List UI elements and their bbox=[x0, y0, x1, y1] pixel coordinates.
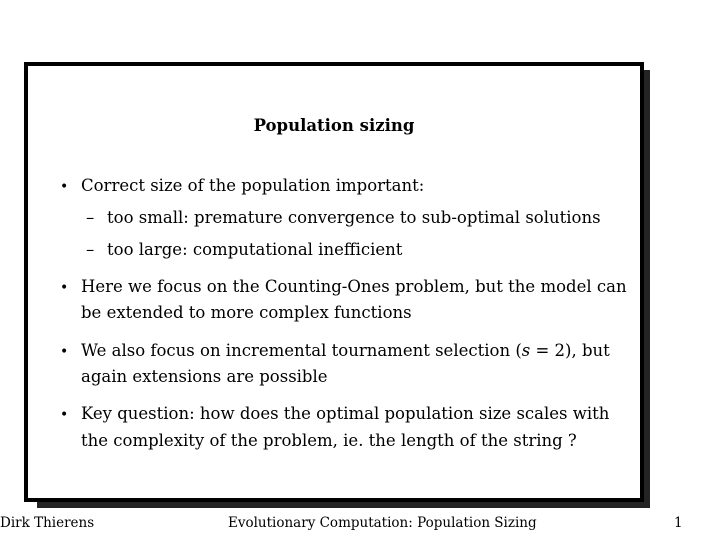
slide-frame bbox=[24, 62, 644, 502]
bullet-1-text: Correct size of the population important: bbox=[81, 176, 425, 195]
bullet-marker: • bbox=[60, 179, 69, 195]
sub-bullet-1-text: too small: premature convergence to sub-optimal solutions bbox=[107, 208, 601, 227]
bullet-2-line-2: be extended to more complex functions bbox=[81, 303, 412, 322]
bullet-3-line-1 bbox=[81, 341, 610, 361]
bullet-marker: • bbox=[60, 280, 69, 296]
footer-page-number: 1 bbox=[674, 515, 683, 531]
sub-bullet-dash: – bbox=[86, 208, 95, 227]
footer-author: Dirk Thierens bbox=[0, 515, 95, 531]
bullet-3-line-2: again extensions are possible bbox=[81, 367, 328, 386]
bullet-2-line-1: Here we focus on the Counting-Ones problem, but the model can bbox=[81, 277, 627, 296]
sub-bullet-dash: – bbox=[86, 240, 95, 259]
math-variable-s: s bbox=[521, 341, 531, 360]
bullet-3-line-1-pre: We also focus on incremental tournament selection ( bbox=[81, 341, 522, 360]
bullet-4-line-2: the complexity of the problem, ie. the length of the string ? bbox=[81, 431, 577, 450]
bullet-3-line-1-eq: = 2), but bbox=[530, 341, 610, 360]
bullet-marker: • bbox=[60, 344, 69, 360]
slide-title: Population sizing bbox=[253, 116, 415, 135]
bullet-marker: • bbox=[60, 407, 69, 423]
footer-course: Evolutionary Computation: Population Sizing bbox=[228, 515, 537, 531]
sub-bullet-2-text: too large: computational inefficient bbox=[107, 240, 403, 259]
bullet-4-line-1: Key question: how does the optimal population size scales with bbox=[81, 404, 610, 423]
